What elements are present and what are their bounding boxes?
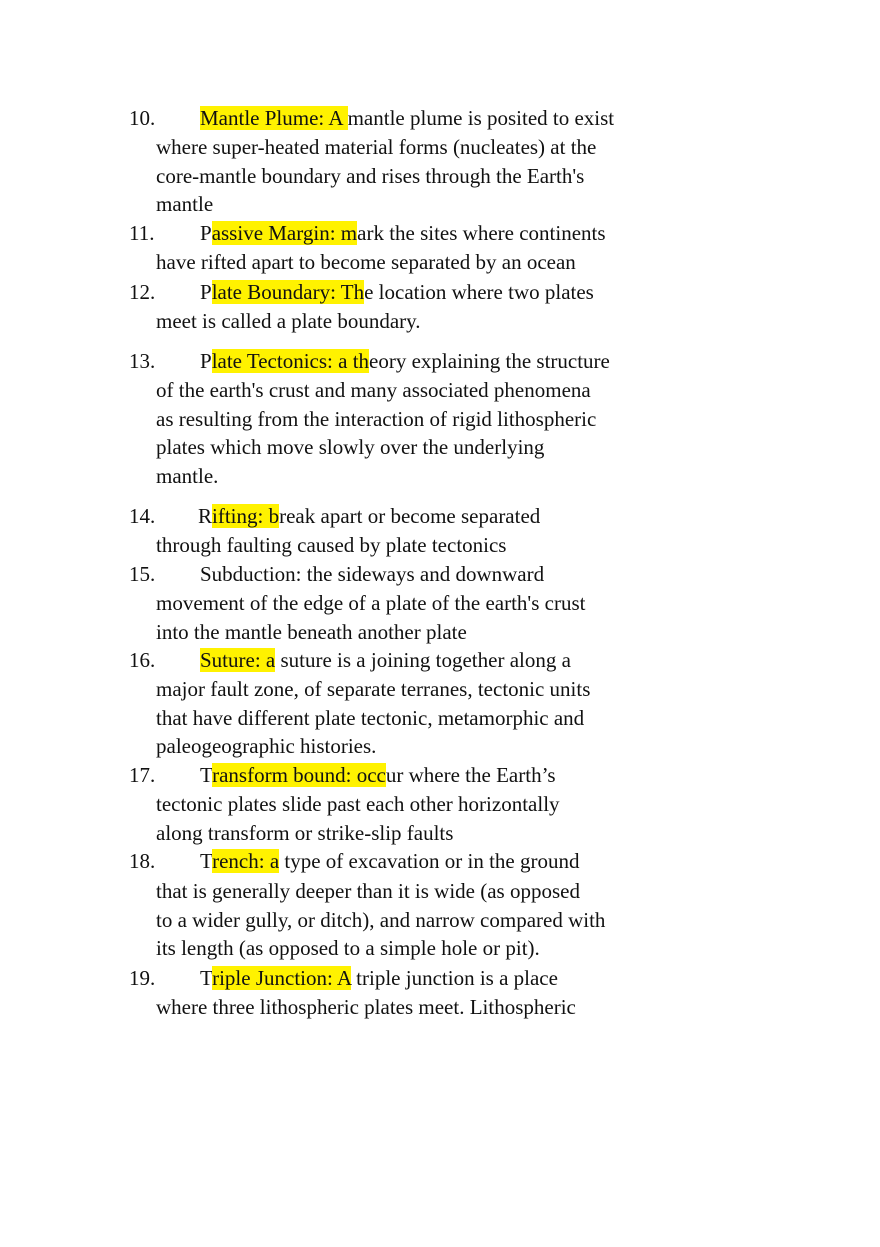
highlighted-term: ifting: b (212, 504, 280, 528)
definition-line: paleogeographic histories. (156, 734, 377, 759)
highlighted-term: Suture: a (200, 648, 276, 672)
definition-text: type of excavation or in the ground (279, 849, 580, 873)
definition-line: mantle. (156, 464, 219, 489)
entry-number: 17. (129, 763, 156, 787)
definition-text: reak apart or become separated (279, 504, 541, 528)
definition-line: through faulting caused by plate tectonics (156, 532, 507, 557)
entry-number: 11. (129, 221, 155, 245)
highlighted-term: ransform bound: occ (212, 763, 386, 787)
term-lead: T (200, 849, 213, 873)
definition-line: mantle (156, 192, 214, 217)
definition-line: that is generally deeper than it is wide (as opposed (156, 878, 580, 903)
definition-line: its length (as opposed to a simple hole or pit). (156, 936, 540, 961)
term-lead: P (200, 221, 212, 245)
definition-entry-12 (0, 278, 880, 336)
definition-line: have rifted apart to become separated by an ocean (156, 249, 576, 274)
definition-entry-17 (0, 761, 880, 847)
term-lead: T (200, 966, 213, 990)
entry-number: 18. (129, 849, 156, 873)
definition-text: triple junction is a place (350, 966, 558, 990)
term-lead: T (200, 763, 213, 787)
definition-line: core-mantle boundary and rises through the Earth's (156, 163, 585, 188)
definition-line: to a wider gully, or ditch), and narrow compared with (156, 907, 606, 932)
term-lead: P (200, 280, 212, 304)
highlighted-term: late Boundary: Th (211, 280, 365, 304)
definition-line: along transform or strike-slip faults (156, 820, 454, 845)
definition-entry-13 (0, 347, 880, 491)
definition-text: Subduction: the sideways and downward (200, 562, 545, 586)
highlighted-term: Mantle Plume: A (200, 106, 348, 130)
definition-entry-11 (0, 219, 880, 277)
definition-line: where three lithospheric plates meet. Lithospheric (156, 994, 576, 1019)
definition-entry-18 (0, 847, 880, 963)
entry-number: 19. (129, 966, 156, 990)
definition-line: major fault zone, of separate terranes, tectonic units (156, 676, 591, 701)
definition-text: suture is a joining together along a (275, 648, 571, 672)
entry-number: 15. (129, 562, 156, 586)
entry-number: 14. (129, 504, 156, 528)
definition-line: as resulting from the interaction of rigid lithospheric (156, 406, 597, 431)
definition-entry-10 (0, 104, 880, 219)
definition-entry-15 (0, 560, 880, 646)
definition-text: mantle plume is posited to exist (347, 106, 615, 130)
definition-text: eory explaining the structure (369, 349, 610, 373)
highlighted-term: assive Margin: m (211, 221, 358, 245)
entry-number: 16. (129, 648, 156, 672)
definition-text: e location where two plates (364, 280, 594, 304)
definition-line: where super-heated material forms (nucleates) at the (156, 134, 597, 159)
term-lead: R (198, 504, 213, 528)
definition-line: movement of the edge of a plate of the earth's crust (156, 590, 586, 615)
definition-line: into the mantle beneath another plate (156, 619, 467, 644)
entry-number: 13. (129, 349, 156, 373)
entry-number: 12. (129, 280, 156, 304)
definition-text: ur where the Earth’s (385, 763, 556, 787)
definition-text: ark the sites where continents (357, 221, 606, 245)
entry-number: 10. (129, 106, 156, 130)
definition-line: plates which move slowly over the underlying (156, 435, 545, 460)
definition-line: of the earth's crust and many associated phenomena (156, 377, 591, 402)
definition-entry-19 (0, 964, 880, 1022)
highlighted-term: rench: a (212, 849, 280, 873)
highlighted-term: riple Junction: A (212, 966, 351, 990)
definition-line: that have different plate tectonic, metamorphic and (156, 705, 585, 730)
definition-line: meet is called a plate boundary. (156, 308, 421, 333)
definition-line: tectonic plates slide past each other horizontally (156, 791, 560, 816)
definition-entry-14 (0, 502, 880, 560)
definition-entry-16 (0, 646, 880, 761)
highlighted-term: late Tectonics: a th (211, 349, 370, 373)
term-lead: P (200, 349, 212, 373)
